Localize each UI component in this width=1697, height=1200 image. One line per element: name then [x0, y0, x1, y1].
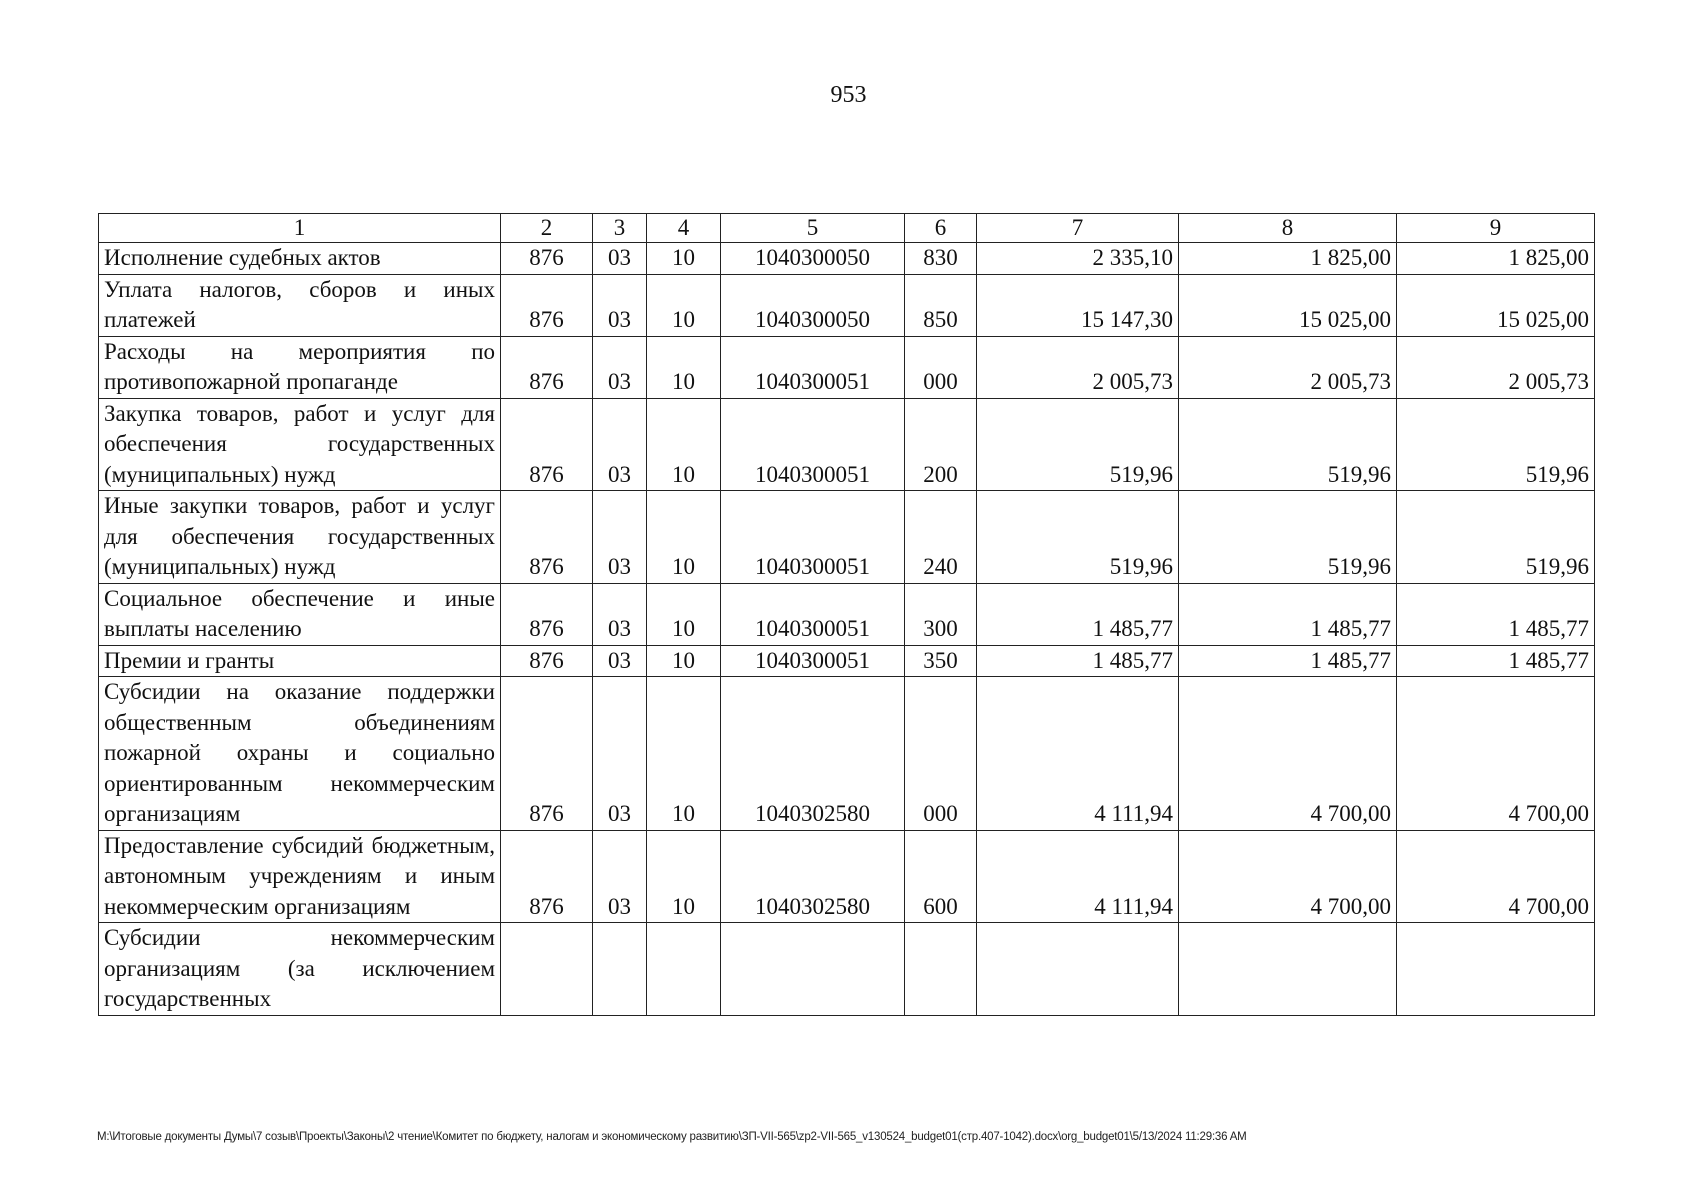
row-name-cell: Социальное обеспечение и иные выплаты населению: [99, 583, 501, 645]
table-row: [99, 274, 1595, 336]
section-code-cell: 03: [593, 583, 647, 645]
admin-code-cell: 876: [501, 243, 593, 275]
section-code-cell: 03: [593, 830, 647, 923]
table-row: [99, 923, 1595, 1016]
admin-code-cell: 876: [501, 645, 593, 677]
admin-code-cell: 876: [501, 677, 593, 831]
amount-col7-cell: 2 005,73: [977, 336, 1179, 398]
amount-col9-cell: 1 485,77: [1397, 583, 1595, 645]
section-code-cell: 03: [593, 398, 647, 491]
amount-col7-cell: 519,96: [977, 491, 1179, 584]
table-row: [99, 645, 1595, 677]
table-row: [99, 677, 1595, 831]
admin-code-cell: 876: [501, 398, 593, 491]
subsection-code-cell: 10: [647, 830, 721, 923]
subsection-code-cell: 10: [647, 336, 721, 398]
row-name-cell: Предоставление субсидий бюджетным, автономным учреждениям и иным некоммерческим организациям: [99, 830, 501, 923]
subsection-code-cell: 10: [647, 583, 721, 645]
amount-col9-cell: 2 005,73: [1397, 336, 1595, 398]
row-name-cell: Субсидии некоммерческим организациям (за исключением государственных: [99, 923, 501, 1016]
expense-type-cell: 000: [905, 336, 977, 398]
target-article-cell: 1040300051: [721, 398, 905, 491]
table-row: [99, 491, 1595, 584]
amount-col8-cell: 519,96: [1179, 491, 1397, 584]
column-header: 4: [647, 214, 721, 243]
subsection-code-cell: 10: [647, 491, 721, 584]
target-article-cell: 1040300051: [721, 491, 905, 584]
subsection-code-cell: 10: [647, 243, 721, 275]
column-header: 3: [593, 214, 647, 243]
target-article-cell: 1040300051: [721, 583, 905, 645]
expense-type-cell: 300: [905, 583, 977, 645]
target-article-cell: 1040302580: [721, 677, 905, 831]
amount-col9-cell: 4 700,00: [1397, 830, 1595, 923]
expense-type-cell: 830: [905, 243, 977, 275]
amount-col8-cell: 4 700,00: [1179, 830, 1397, 923]
amount-col7-cell: [977, 923, 1179, 1016]
expense-type-cell: 240: [905, 491, 977, 584]
admin-code-cell: 876: [501, 583, 593, 645]
column-header: 8: [1179, 214, 1397, 243]
row-name-cell: Расходы на мероприятия по противопожарной пропаганде: [99, 336, 501, 398]
row-name-cell: Субсидии на оказание поддержки общественным объединениям пожарной охраны и социально ориентированным некоммерческим организациям: [99, 677, 501, 831]
row-name-cell: Премии и гранты: [99, 645, 501, 677]
amount-col8-cell: 4 700,00: [1179, 677, 1397, 831]
column-header: 5: [721, 214, 905, 243]
column-header: 1: [99, 214, 501, 243]
admin-code-cell: 876: [501, 274, 593, 336]
amount-col7-cell: 2 335,10: [977, 243, 1179, 275]
amount-col7-cell: 1 485,77: [977, 645, 1179, 677]
section-code-cell: 03: [593, 645, 647, 677]
admin-code-cell: 876: [501, 830, 593, 923]
target-article-cell: [721, 923, 905, 1016]
row-name-cell: Закупка товаров, работ и услуг для обеспечения государственных (муниципальных) нужд: [99, 398, 501, 491]
section-code-cell: 03: [593, 274, 647, 336]
subsection-code-cell: 10: [647, 677, 721, 831]
section-code-cell: 03: [593, 336, 647, 398]
amount-col9-cell: 1 485,77: [1397, 645, 1595, 677]
row-name-cell: Уплата налогов, сборов и иных платежей: [99, 274, 501, 336]
expense-type-cell: 350: [905, 645, 977, 677]
table-row: [99, 398, 1595, 491]
amount-col8-cell: 1 485,77: [1179, 583, 1397, 645]
table-row: [99, 830, 1595, 923]
table-row: [99, 243, 1595, 275]
target-article-cell: 1040300051: [721, 645, 905, 677]
expense-type-cell: 600: [905, 830, 977, 923]
subsection-code-cell: [647, 923, 721, 1016]
column-header: 2: [501, 214, 593, 243]
amount-col9-cell: 4 700,00: [1397, 677, 1595, 831]
target-article-cell: 1040300051: [721, 336, 905, 398]
column-header: 6: [905, 214, 977, 243]
expense-type-cell: [905, 923, 977, 1016]
amount-col7-cell: 15 147,30: [977, 274, 1179, 336]
section-code-cell: 03: [593, 243, 647, 275]
section-code-cell: 03: [593, 491, 647, 584]
admin-code-cell: 876: [501, 491, 593, 584]
expense-type-cell: 200: [905, 398, 977, 491]
row-name-cell: Иные закупки товаров, работ и услуг для обеспечения государственных (муниципальных) нужд: [99, 491, 501, 584]
expense-type-cell: 850: [905, 274, 977, 336]
document-file-path: M:\Итоговые документы Думы\7 созыв\Проекты\Законы\2 чтение\Комитет по бюджету, налогам и экономическому развитию\ЗП-VII-565\zp2-VII-565_v130524_budget01(стр.407-1042).docx\org_budget01\5/13/2024 11:29:36 AM: [97, 1131, 1247, 1143]
amount-col7-cell: 1 485,77: [977, 583, 1179, 645]
column-header: 9: [1397, 214, 1595, 243]
column-header: 7: [977, 214, 1179, 243]
amount-col9-cell: 519,96: [1397, 491, 1595, 584]
subsection-code-cell: 10: [647, 274, 721, 336]
budget-table: [98, 213, 1595, 1016]
amount-col8-cell: 1 485,77: [1179, 645, 1397, 677]
admin-code-cell: [501, 923, 593, 1016]
amount-col8-cell: 15 025,00: [1179, 274, 1397, 336]
table-row: [99, 583, 1595, 645]
subsection-code-cell: 10: [647, 645, 721, 677]
amount-col7-cell: 519,96: [977, 398, 1179, 491]
admin-code-cell: 876: [501, 336, 593, 398]
section-code-cell: [593, 923, 647, 1016]
amount-col7-cell: 4 111,94: [977, 677, 1179, 831]
amount-col8-cell: 519,96: [1179, 398, 1397, 491]
column-number-row: [99, 214, 1595, 243]
table-row: [99, 336, 1595, 398]
expense-type-cell: 000: [905, 677, 977, 831]
amount-col8-cell: 2 005,73: [1179, 336, 1397, 398]
row-name-cell: Исполнение судебных актов: [99, 243, 501, 275]
target-article-cell: 1040300050: [721, 243, 905, 275]
amount-col9-cell: [1397, 923, 1595, 1016]
subsection-code-cell: 10: [647, 398, 721, 491]
amount-col9-cell: 15 025,00: [1397, 274, 1595, 336]
target-article-cell: 1040302580: [721, 830, 905, 923]
target-article-cell: 1040300050: [721, 274, 905, 336]
amount-col7-cell: 4 111,94: [977, 830, 1179, 923]
page-number: 953: [830, 82, 867, 108]
amount-col8-cell: [1179, 923, 1397, 1016]
amount-col9-cell: 519,96: [1397, 398, 1595, 491]
section-code-cell: 03: [593, 677, 647, 831]
amount-col8-cell: 1 825,00: [1179, 243, 1397, 275]
amount-col9-cell: 1 825,00: [1397, 243, 1595, 275]
